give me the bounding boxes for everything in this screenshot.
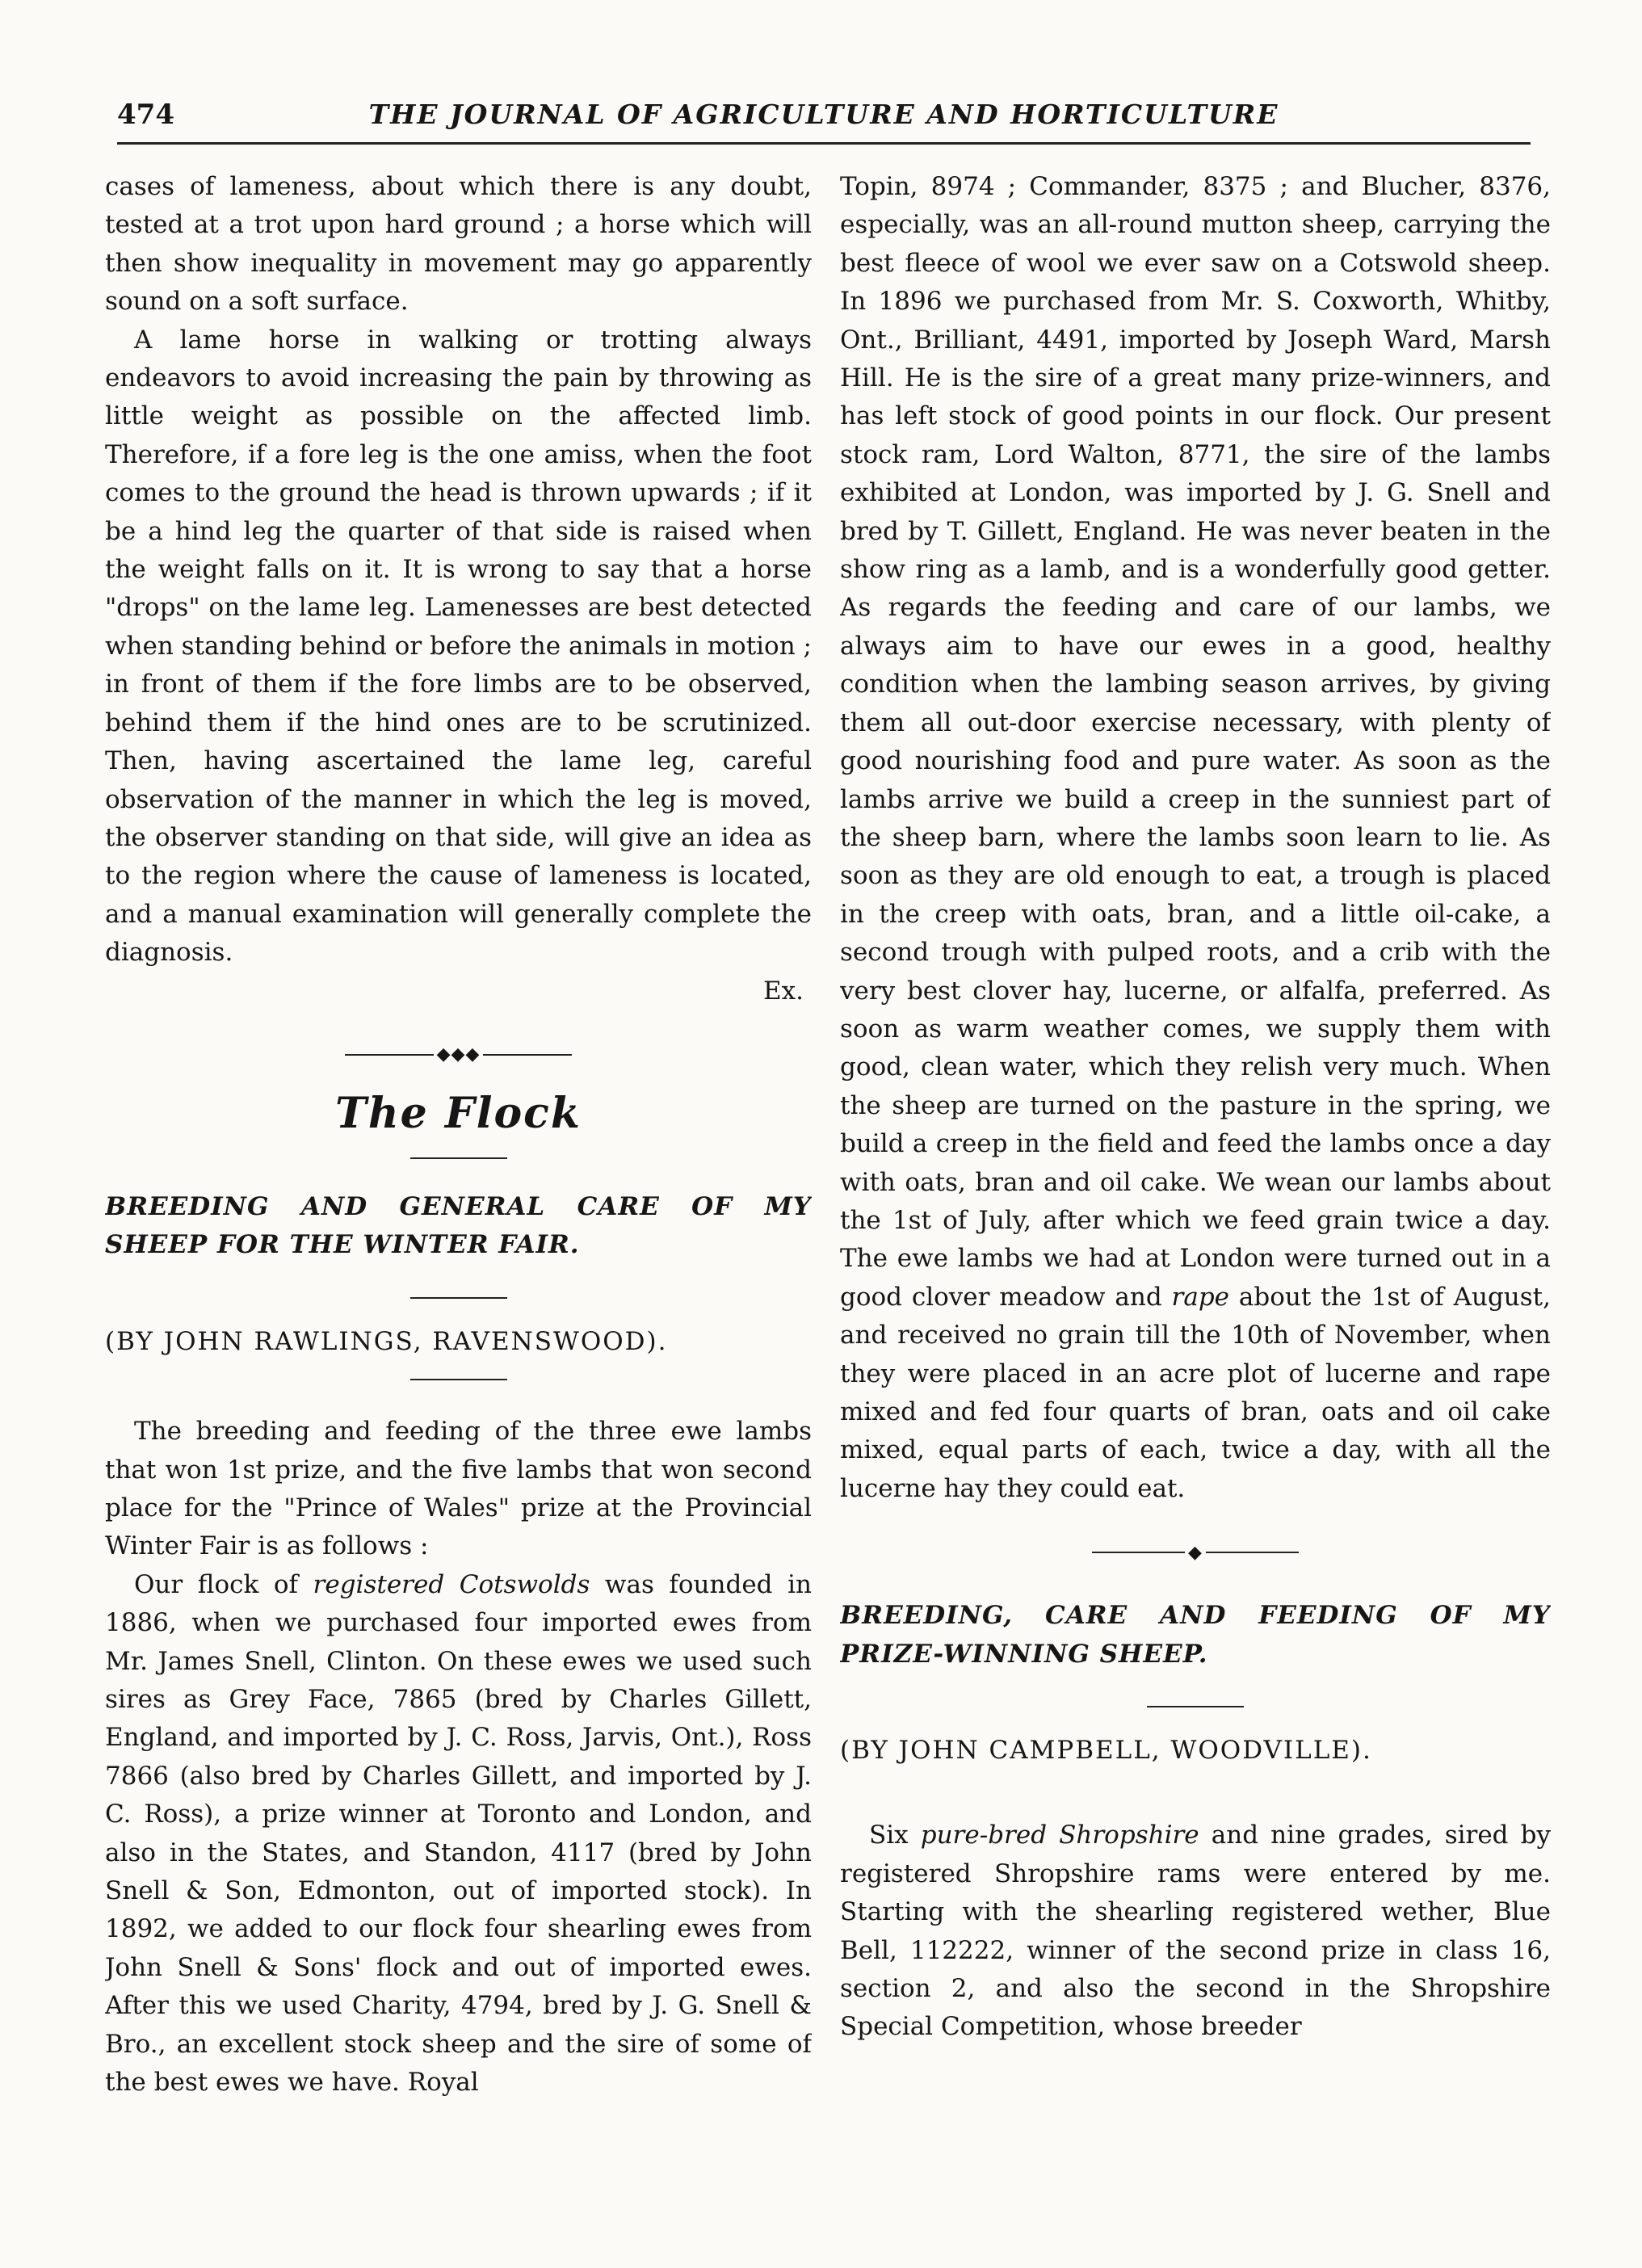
article-paragraph: [105, 1566, 812, 2102]
text-span: was founded in 1886, when we purchased four imported ewes from Mr. James Snell, Clinton. On these ewes we used such sires as Grey Face, 7865 (bred by Charles Gillett, England, and imported by J. C. Ross, Jarvis, Ont.), Ross 7866 (also bred by Charles Gillett, and imported by J. C. Ross), a prize winner at Toronto and London, and also in the States, and Standon, 4117 (bred by John Snell & Son, Edmonton, out of imported stock). In 1892, we added to our flock four shearling ewes from John Snell & Sons' flock and out of imported ewes. After this we used Charity, 4794, bred by J. G. Snell & Bro., an excellent stock sheep and the sire of some of the best ewes we have. Royal: [105, 1569, 812, 2098]
italic-text: pure-bred Shropshire: [920, 1821, 1199, 1850]
section-rule: [410, 1157, 507, 1159]
journal-title: THE JOURNAL OF AGRICULTURE AND HORTICULTURE: [368, 99, 1279, 130]
text-span: Our flock of: [134, 1569, 313, 1599]
text-span: Topin, 8974 ; Commander, 8375 ; and Blucher, 8376, especially, was an all-round mutton sheep, carrying the best fleece of wool we ever saw on a Cotswold sheep. In 1896 we purchased from Mr. S. Coxworth, Whitby, Ont., Brilliant, 4491, imported by Joseph Ward, Marsh Hill. He is the sire of a great many prize-winners, and has left stock of good points in our flock. Our present stock ram, Lord Walton, 8771, the sire of the lambs exhibited at London, was imported by J. G. Snell and bred by T. Gillett, England. He was never beaten in the show ring as a lamb, and is a wonderfully good getter. As regards the feeding and care of our lambs, we always aim to have our ewes in a good, healthy condition when the lambing season arrives, by giving them all out-door exercise necessary, with plenty of good nourishing food and pure water. As soon as the lambs arrive we build a creep in the sunniest part of the sheep barn, where the lambs soon learn to lie. As soon as they are old enough to eat, a trough is placed in the creep with oats, bran, and a little oil-cake, a second trough with pulped roots, and a crib with the very best clover hay, lucerne, or alfalfa, preferred. As soon as warm weather comes, we supply them with good, clean water, which they relish very much. When the sheep are turned on the pasture in the spring, we build a creep in the field and feed the lambs once a day with oats, bran and oil cake. We wean our lambs about the 1st of July, after which we feed grain twice a day. The ewe lambs we had at London were turned out in a good clover meadow and: [840, 172, 1551, 1312]
ornament-diamond: ◆: [1188, 1542, 1203, 1563]
running-header: [117, 95, 1531, 145]
italic-text: rape: [1171, 1282, 1230, 1312]
ornament-diamonds: ◆◆◆: [436, 1044, 481, 1065]
article-title: BREEDING AND GENERAL CARE OF MY SHEEP FOR THE WINTER FAIR.: [105, 1191, 812, 1260]
article-signature: Ex.: [763, 976, 804, 1006]
italic-text: registered Cotswolds: [313, 1569, 590, 1599]
text-span: Six: [869, 1821, 921, 1850]
article-title: BREEDING, CARE AND FEEDING OF MY PRIZE-WINNING SHEEP.: [840, 1601, 1551, 1669]
lameness-paragraph-continued: cases of lameness, about which there is any doubt, tested at a trot upon hard ground ; a horse which will then show inequality in movement may go apparently sound on a soft surface.: [105, 172, 812, 317]
text-span: about the 1st of August, and received no grain till the 10th of November, when they were placed in an acre plot of lucerne and rape mixed and fed four quarts of bran, oats and oil cake mixed, equal parts of each, twice a day, with all the lucerne hay they could eat.: [840, 1282, 1551, 1503]
article-paragraph-continued: [840, 168, 1551, 1508]
article-separator-ornament: [840, 1526, 1551, 1579]
article-byline: (BY JOHN CAMPBELL, WOODVILLE).: [840, 1736, 1372, 1766]
section-ornament: [105, 1028, 812, 1082]
page-number: 474: [117, 99, 174, 131]
article-paragraph: [840, 1816, 1551, 2046]
section-title: The Flock: [335, 1088, 582, 1138]
left-column: [105, 168, 812, 2236]
article-paragraph: The breeding and feeding of the three ewe lambs that won 1st prize, and the five lambs that won second place for the "Prince of Wales" prize at the Provincial Winter Fair is as follows :: [105, 1417, 812, 1561]
article-byline: (BY JOHN RAWLINGS, RAVENSWOOD).: [105, 1326, 668, 1356]
right-column: [840, 168, 1551, 2236]
text-span: and nine grades, sired by registered Shropshire rams were entered by me. Starting with the shearling registered wether, Blue Bell, 112222, winner of the second prize in class 16, section 2, and also the second in the Shropshire Special Competition, whose breeder: [840, 1821, 1551, 2042]
lameness-paragraph: A lame horse in walking or trotting always endeavors to avoid increasing the pain by throwing as little weight as possible on the affected limb. Therefore, if a fore leg is the one amiss, when the foot comes to the ground the head is thrown upwards ; if it be a hind leg the quarter of that side is raised when the weight falls on it. It is wrong to say that a horse "drops" on the lame leg. Lamenesses are best detected when standing behind or before the animals in motion ; in front of them if the fore limbs are to be observed, behind them if the hind ones are to be scrutinized. Then, having ascertained the lame leg, careful observation of the manner in which the leg is moved, the observer standing on that side, will give an idea as to the region where the cause of lameness is located, and a manual examination will generally complete the diagnosis.: [105, 325, 812, 968]
